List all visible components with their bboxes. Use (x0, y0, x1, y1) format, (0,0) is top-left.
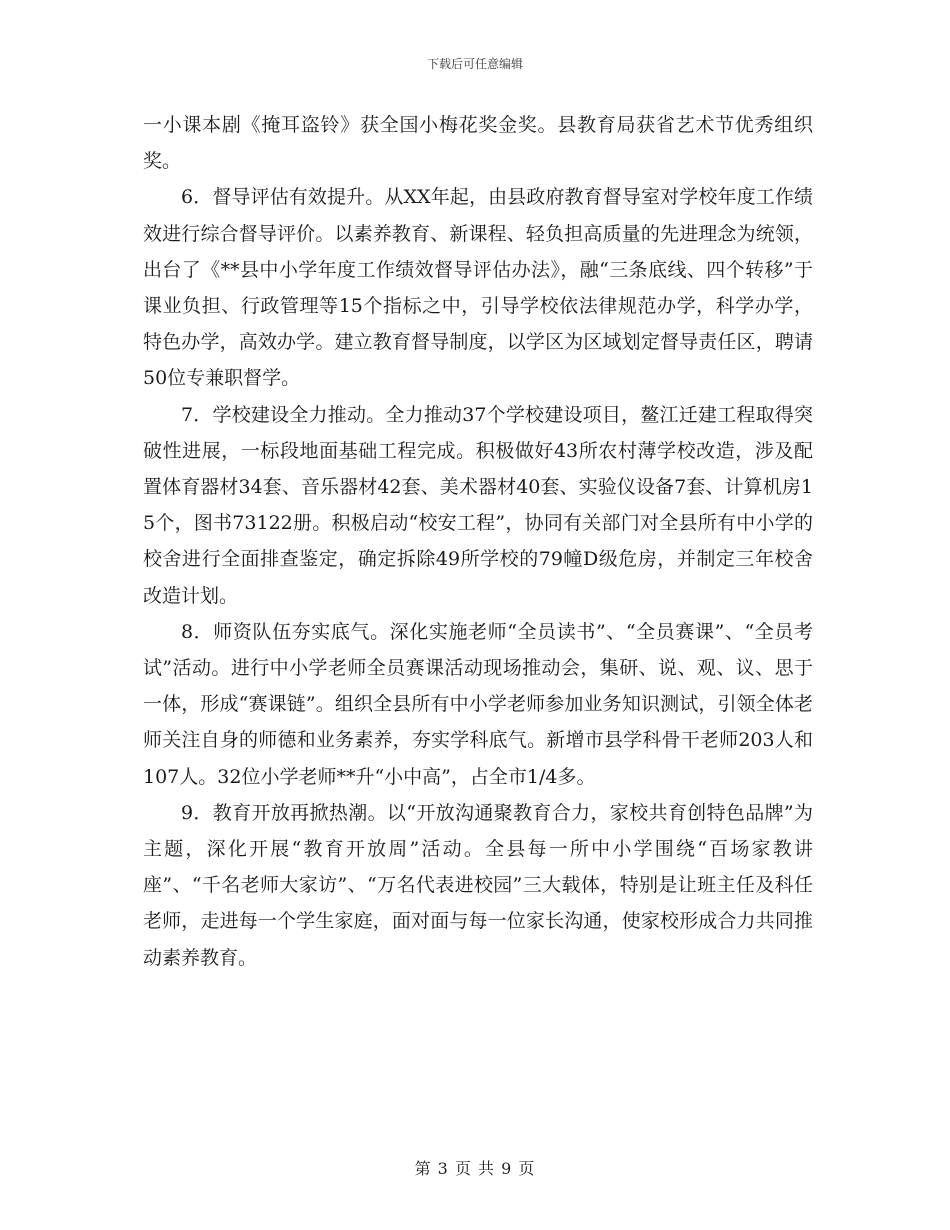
document-body (143, 107, 813, 976)
paragraph-item-7: 7．学校建设全力推动。全力推动37个学校建设项目，鳌江迁建工程取得突破性进展，一标段地面基础工程完成。积极做好43所农村薄学校改造，涉及配置体育器材34套、音乐器材42套、美术器材40套、实验仪设备7套、计算机房15个，图书73122册。积极启动“校安工程”，协同有关部门对全县所有中小学的校舍进行全面排查鉴定，确定拆除49所学校的79幢D级危房，并制定三年校舍改造计划。 (143, 403, 813, 607)
paragraph-item-8: 8．师资队伍夯实底气。深化实施老师“全员读书”、“全员赛课”、“全员考试”活动。进行中小学老师全员赛课活动现场推动会，集研、说、观、议、思于一体，形成“赛课链”。组织全县所有中小学老师参加业务知识测试，引领全体老师关注自身的师德和业务素养，夯实学科底气。新增市县学科骨干老师203人和107人。32位小学老师**升“小中高”，占全市1/4多。 (143, 620, 813, 788)
paragraph-item-6: 6．督导评估有效提升。从XX年起，由县政府教育督导室对学校年度工作绩效进行综合督导评价。以素养教育、新课程、轻负担高质量的先进理念为统领，出台了《**县中小学年度工作绩效督导评估办法》，融“三条底线、四个转移”于课业负担、行政管理等15个指标之中，引导学校依法律规范办学，科学办学，特色办学，高效办学。建立教育督导制度，以学区为区域划定督导责任区，聘请50位专兼职督学。 (143, 186, 813, 390)
page-number: 第 3 页 共 9 页 (414, 1159, 536, 1178)
page-header: 下载后可任意编辑 (426, 57, 523, 71)
paragraph-item-9: 9．教育开放再掀热潮。以“开放沟通聚教育合力，家校共育创特色品牌”为主题，深化开展“教育开放周”活动。全县每一所中小学围绕“百场家教讲座”、“千名老师大家访”、“万名代表进校园”三大载体，特别是让班主任及科任老师，走进每一个学生家庭，面对面与每一位家长沟通，使家校形成合力共同推动素养教育。 (143, 801, 813, 969)
paragraph-continuation: 一小课本剧《掩耳盗铃》获全国小梅花奖金奖。县教育局获省艺术节优秀组织奖。 (143, 114, 813, 173)
